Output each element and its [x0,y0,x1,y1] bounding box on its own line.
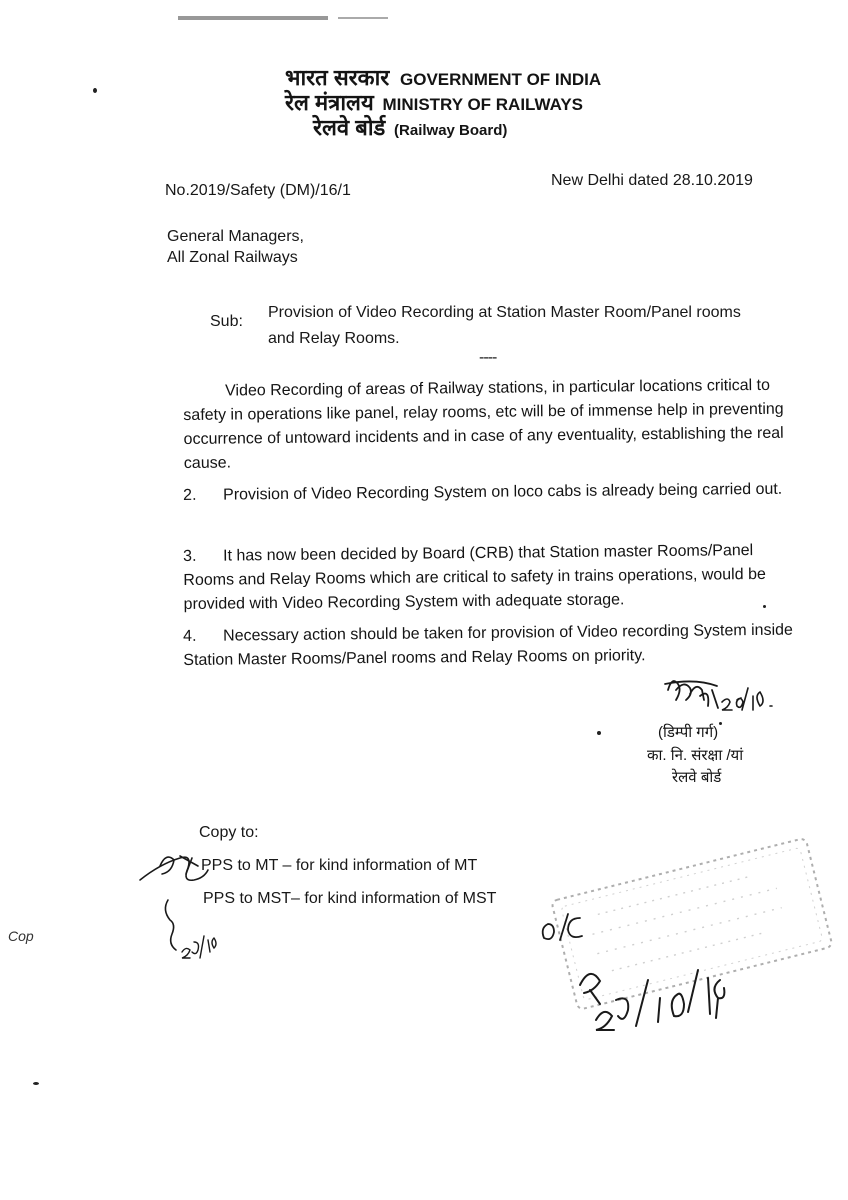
reference-number: No.2019/Safety (DM)/16/1 [165,182,351,199]
paragraph-3-number: 3. [183,547,197,565]
paragraph-3-text: It has now been decided by Board (CRB) that Station master Rooms/Panel Rooms and Relay Rooms which are critical to safety in trains operations, would be provided with Video Recording System with adequate storage. [183,542,766,613]
copy-to-heading: Copy to: [199,824,259,841]
letterhead-hindi-govt: भारत सरकार [285,65,390,90]
paragraph-2-number: 2. [183,486,197,504]
signatory-name: (डिम्पी गर्ग) [658,724,719,741]
paragraph-4-text: Necessary action should be taken for provision of Video recording System inside Station Master Rooms/Panel rooms and Relay Rooms on priority. [183,621,793,669]
letterhead-english-govt: GOVERNMENT OF INDIA [400,70,602,89]
letterhead-english-board: (Railway Board) [394,122,508,139]
subject-label: Sub: [210,313,243,330]
letterhead-hindi-ministry: रेल मंत्रालय [285,90,374,115]
signatory-designation: का. नि. संरक्षा /यां [647,747,744,764]
letterhead-english-ministry: MINISTRY OF RAILWAYS [382,95,584,114]
subject-line-2: and Relay Rooms. [268,330,400,347]
paragraph-1-text: Video Recording of areas of Railway stations, in particular locations critical to safety in operations like panel, relay rooms, etc will be of immense help in preventing occurrence of untoward incidents and in case of any eventuality, establishing the real cause. [183,376,784,472]
copy-recipient-2: PPS to MST– for kind information of MST [203,890,497,907]
signature-graphic [665,681,718,708]
letterhead-hindi-board: रेलवे बोर्ड [313,115,386,140]
addressee-line-1: General Managers, [167,228,304,245]
copy-initials-graphic [140,856,208,950]
subject-line-1: Provision of Video Recording at Station Master Room/Panel rooms [268,304,741,321]
date-line: New Delhi dated 28.10.2019 [551,172,753,189]
paragraph-4-number: 4. [183,627,197,645]
signature-date-handwritten [722,688,772,710]
stamp-note-graphic [543,914,582,940]
paragraph-2-text: Provision of Video Recording System on loco cabs is already being carried out. [223,480,783,504]
stamp-date-graphic [580,970,724,1030]
subject-separator: ---- [479,349,497,366]
margin-note: Cop [8,928,34,944]
signatory-office: रेलवे बोर्ड [672,769,722,786]
copy-recipient-1: PPS to MT – for kind information of MT [201,857,478,874]
addressee-line-2: All Zonal Railways [167,249,298,266]
copy-initials-date [182,936,216,958]
receipt-stamp [551,838,832,1010]
